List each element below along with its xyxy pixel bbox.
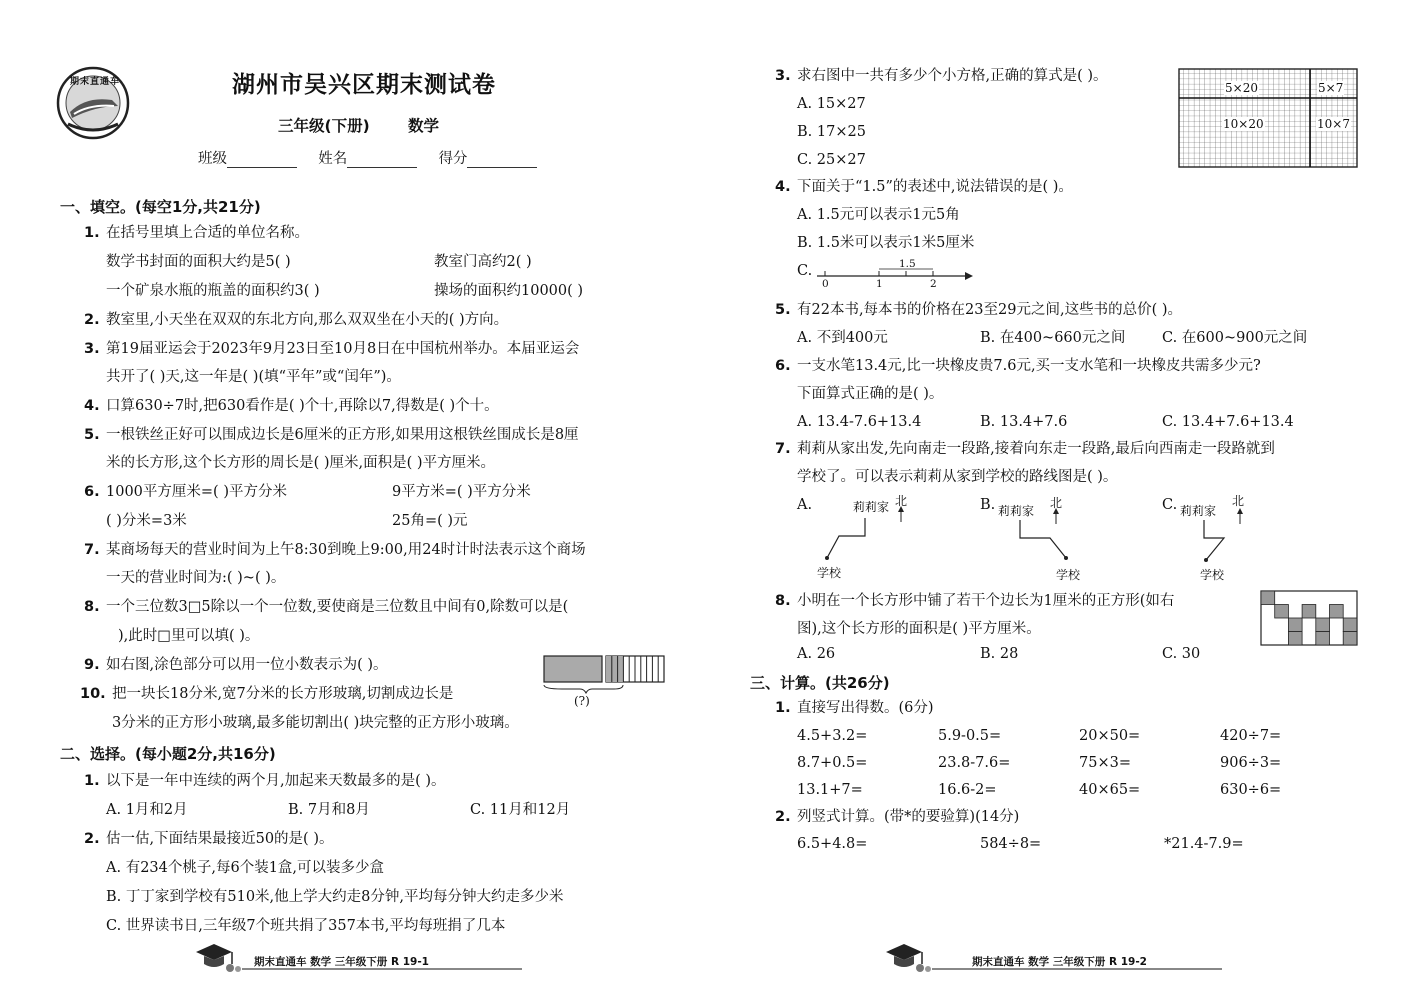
k1-r2-c3[interactable]: 75×3=: [1079, 755, 1131, 771]
q10-number: 10.: [80, 686, 106, 702]
k1-r1-c4[interactable]: 420÷7=: [1220, 728, 1282, 744]
c6-number: 6.: [775, 358, 791, 374]
c4-option-a[interactable]: A. 1.5元可以表示1元5角: [797, 207, 960, 223]
q7-number: 7.: [84, 542, 100, 558]
c2-text: 估一估,下面结果最接近50的是( )。: [106, 831, 334, 847]
k1-r2-c2[interactable]: 23.8-7.6=: [938, 755, 1011, 771]
c8-text-1: 小明在一个长方形中铺了若干个边长为1厘米的正方形(如右: [797, 593, 1175, 609]
q6-number: 6.: [84, 484, 100, 500]
c5-option-b[interactable]: B. 在400~660元之间: [980, 330, 1126, 346]
q3-number: 3.: [84, 341, 100, 357]
left-footer-text: 期末直通车 数学 三年级下册 R 19-1: [254, 956, 429, 968]
route-c-school: 学校: [1200, 568, 1225, 582]
k1-text: 直接写出得数。(6分): [797, 700, 934, 716]
k2-item-2[interactable]: 584÷8=: [980, 836, 1042, 852]
q7-text-1: 某商场每天的营业时间为上午8:30到晚上9:00,用24时计时法表示这个商场: [106, 542, 586, 558]
subtitle-subject: 数学: [408, 117, 440, 135]
c8-number: 8.: [775, 593, 791, 609]
c5-number: 5.: [775, 302, 791, 318]
c6-text-2: 下面算式正确的是( )。: [797, 386, 944, 402]
c7-text-1: 莉莉从家出发,先向南走一段路,接着向东走一段路,最后向西南走一段路就到: [797, 441, 1275, 457]
q6-item-b: 9平方米=( )平方分米: [392, 484, 531, 500]
c6-option-a[interactable]: A. 13.4-7.6+13.4: [797, 414, 922, 430]
name-label: 姓名: [318, 151, 348, 167]
c1-option-c[interactable]: C. 11月和12月: [470, 802, 571, 818]
c8-text-2: 图),这个长方形的面积是( )平方厘米。: [797, 621, 1041, 637]
route-a-school: 学校: [817, 566, 842, 580]
k2-item-1[interactable]: 6.5+4.8=: [797, 836, 868, 852]
c7-option-a-label: A.: [797, 497, 813, 513]
q9-brace-label: (?): [574, 694, 590, 708]
c5-option-c[interactable]: C. 在600~900元之间: [1162, 330, 1308, 346]
k2-number: 2.: [775, 809, 791, 825]
q4-number: 4.: [84, 398, 100, 414]
c2-option-c[interactable]: C. 世界读书日,三年级7个班共捐了357本书,平均每班捐了几本: [106, 918, 506, 934]
q1-item-d: 操场的面积约10000( ): [434, 283, 584, 299]
q5-text-1: 一根铁丝正好可以围成边长是6厘米的正方形,如果用这根铁丝围成长是8厘: [106, 427, 579, 443]
q7-text-2: 一天的营业时间为:( )~( )。: [106, 570, 286, 586]
k1-r3-c1[interactable]: 13.1+7=: [797, 782, 863, 798]
grid-label-4: 10×7: [1317, 117, 1350, 131]
class-field[interactable]: [227, 153, 297, 168]
c7-option-b-label: B.: [980, 497, 996, 513]
grid-label-1: 5×20: [1225, 81, 1258, 95]
ruler-tick-2: 2: [930, 278, 937, 290]
c5-option-a[interactable]: A. 不到400元: [797, 330, 888, 346]
route-b-north: 北: [1050, 496, 1063, 510]
c3-option-b[interactable]: B. 17×25: [797, 124, 866, 140]
c7-text-2: 学校了。可以表示莉莉从家到学校的路线图是( )。: [797, 469, 1118, 485]
c7-number: 7.: [775, 441, 791, 457]
q8-number: 8.: [84, 599, 100, 615]
c4-option-c[interactable]: C.: [797, 263, 813, 279]
c1-option-b[interactable]: B. 7月和8月: [288, 802, 370, 818]
q3-text-2: 共开了( )天,这一年是( )(填“平年”或“闰年”)。: [106, 369, 401, 385]
left-footer: [190, 940, 530, 974]
logo-text: 期末直通车: [70, 77, 121, 87]
logo: [56, 66, 130, 140]
section-fill-in: 一、填空。(每空1分,共21分): [60, 198, 261, 216]
ruler-tick-0: 0: [822, 278, 829, 290]
q6-item-d: 25角=( )元: [392, 513, 468, 529]
q6-item-c: ( )分米=3米: [106, 513, 187, 529]
c1-number: 1.: [84, 773, 100, 789]
c8-option-c[interactable]: C. 30: [1162, 646, 1201, 662]
k1-r1-c3[interactable]: 20×50=: [1079, 728, 1141, 744]
c2-number: 2.: [84, 831, 100, 847]
c8-option-b[interactable]: B. 28: [980, 646, 1019, 662]
c2-option-a[interactable]: A. 有234个桃子,每6个装1盒,可以装多少盒: [106, 860, 385, 876]
c3-grid-figure: [1178, 68, 1358, 168]
c3-option-a[interactable]: A. 15×27: [797, 96, 866, 112]
q4-text: 口算630÷7时,把630看作是( )个十,再除以7,得数是( )个十。: [106, 398, 499, 414]
grid-label-3: 10×20: [1223, 117, 1264, 131]
c5-text: 有22本书,每本书的价格在23至29元之间,这些书的总价( )。: [797, 302, 1182, 318]
c1-text: 以下是一年中连续的两个月,加起来天数最多的是( )。: [106, 773, 446, 789]
k1-r2-c1[interactable]: 8.7+0.5=: [797, 755, 868, 771]
section-choice: 二、选择。(每小题2分,共16分): [60, 745, 276, 763]
k2-text: 列竖式计算。(带*的要验算)(14分): [797, 809, 1020, 825]
section-calc: 三、计算。(共26分): [750, 674, 890, 692]
c7-option-c-label: C.: [1162, 497, 1178, 513]
k1-r1-c1[interactable]: 4.5+3.2=: [797, 728, 868, 744]
k1-r3-c3[interactable]: 40×65=: [1079, 782, 1141, 798]
c8-option-a[interactable]: A. 26: [797, 646, 836, 662]
k1-number: 1.: [775, 700, 791, 716]
q1-item-b: 教室门高约2( ): [434, 254, 532, 270]
k1-r3-c4[interactable]: 630÷6=: [1220, 782, 1282, 798]
route-b-school: 学校: [1056, 568, 1081, 582]
q2-text: 教室里,小天坐在双双的东北方向,那么双双坐在小天的( )方向。: [106, 312, 509, 328]
score-field[interactable]: [467, 153, 537, 168]
q1-number: 1.: [84, 225, 100, 241]
q8-text-1: 一个三位数3□5除以一个一位数,要使商是三位数且中间有0,除数可以是(: [106, 599, 569, 615]
c4-number: 4.: [775, 179, 791, 195]
q8-text-2: ),此时□里可以填( )。: [118, 628, 260, 644]
route-c-home: 莉莉家: [1180, 504, 1217, 518]
number-line-diagram: [815, 258, 975, 292]
q9-text: 如右图,涂色部分可以用一位小数表示为( )。: [106, 657, 388, 673]
c6-text-1: 一支水笔13.4元,比一块橡皮贵7.6元,买一支水笔和一块橡皮共需多少元?: [797, 358, 1261, 374]
q10-text-1: 把一块长18分米,宽7分米的长方形玻璃,切割成边长是: [112, 686, 454, 702]
score-label: 得分: [438, 151, 468, 167]
q5-number: 5.: [84, 427, 100, 443]
c3-number: 3.: [775, 68, 791, 84]
graduation-cap-icon: [190, 940, 250, 974]
k1-r1-c2[interactable]: 5.9-0.5=: [938, 728, 1002, 744]
c6-option-c[interactable]: C. 13.4+7.6+13.4: [1162, 414, 1294, 430]
c6-option-b[interactable]: B. 13.4+7.6: [980, 414, 1068, 430]
c1-option-a[interactable]: A. 1月和2月: [106, 802, 188, 818]
c7-option-c[interactable]: [1162, 492, 1302, 584]
right-footer-text: 期末直通车 数学 三年级下册 R 19-2: [972, 956, 1147, 968]
route-c-north: 北: [1232, 494, 1245, 508]
graduation-cap-icon-right: [880, 940, 940, 974]
class-label: 班级: [198, 151, 227, 167]
c3-text: 求右图中一共有多少个小方格,正确的算式是( )。: [797, 68, 1108, 84]
subtitle-grade: 三年级(下册): [278, 117, 370, 135]
c3-option-c[interactable]: C. 25×27: [797, 152, 866, 168]
route-a-north: 北: [895, 494, 908, 508]
q6-item-a: 1000平方厘米=( )平方分米: [106, 484, 287, 500]
c2-option-b[interactable]: B. 丁丁家到学校有510米,他上学大约走8分钟,平均每分钟大约走多少米: [106, 889, 564, 905]
k2-item-3[interactable]: *21.4-7.9=: [1164, 836, 1244, 852]
c8-tiles-figure: [1260, 590, 1358, 646]
q3-text-1: 第19届亚运会于2023年9月23日至10月8日在中国杭州举办。本届亚运会: [106, 341, 580, 357]
decimal-bars-diagram: [542, 654, 668, 694]
c7-option-a[interactable]: [797, 492, 937, 584]
ruler-label-1-5: 1.5: [899, 258, 916, 270]
k1-r3-c2[interactable]: 16.6-2=: [938, 782, 997, 798]
q5-text-2: 米的长方形,这个长方形的周长是( )厘米,面积是( )平方厘米。: [106, 455, 496, 471]
page-title: 湖州市吴兴区期末测试卷: [232, 72, 496, 98]
q10-text-2: 3分米的正方形小玻璃,最多能切割出( )块完整的正方形小玻璃。: [112, 715, 519, 731]
route-b-home: 莉莉家: [998, 504, 1035, 518]
q1-item-a: 数学书封面的面积大约是5( ): [106, 254, 291, 270]
name-field[interactable]: [347, 153, 417, 168]
c7-option-b[interactable]: [980, 492, 1120, 584]
c4-number-line: [815, 258, 975, 292]
right-footer: [880, 940, 1230, 974]
route-a-home: 莉莉家: [853, 500, 890, 514]
c4-text: 下面关于“1.5”的表述中,说法错误的是( )。: [797, 179, 1073, 195]
tiled-rectangle-diagram: [1260, 590, 1358, 646]
student-fields: [198, 150, 537, 168]
q9-number: 9.: [84, 657, 100, 673]
k1-r2-c4[interactable]: 906÷3=: [1220, 755, 1282, 771]
q1-item-c: 一个矿泉水瓶的瓶盖的面积约3( ): [106, 283, 320, 299]
grid-label-2: 5×7: [1318, 81, 1344, 95]
q2-number: 2.: [84, 312, 100, 328]
q1-text: 在括号里填上合适的单位名称。: [106, 225, 309, 241]
ruler-tick-1: 1: [876, 278, 883, 290]
q9-figure: [542, 654, 668, 710]
c4-option-b[interactable]: B. 1.5米可以表示1米5厘米: [797, 235, 975, 251]
